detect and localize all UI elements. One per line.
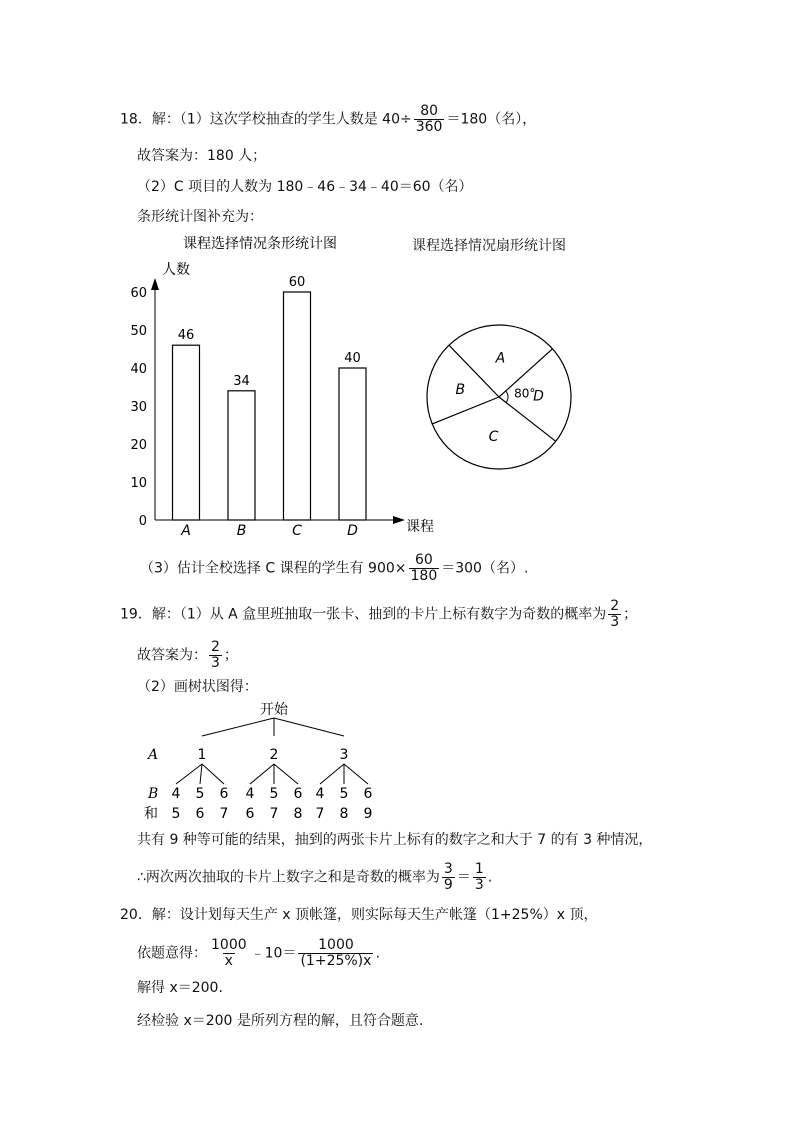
q19-concl-end: . <box>487 869 493 886</box>
tree-node-sum: 6 <box>195 806 205 822</box>
tree-node-b: 6 <box>219 786 229 802</box>
q19-part2: （2）画树状图得： <box>137 679 258 695</box>
q18-part2: （2）C 项目的人数为 180﹣46﹣34﹣40＝60（名） <box>137 179 473 195</box>
tree-node-a: 2 <box>269 747 279 763</box>
q19-concl-n1: 3 <box>443 861 453 877</box>
y-tick-label: 20 <box>130 438 147 453</box>
bar-chart <box>130 230 440 540</box>
q19-concl-n2: 1 <box>474 861 484 877</box>
tree-node-b: 5 <box>269 786 279 802</box>
pie-chart-title: 课程选择情况扇形统计图 <box>412 238 566 254</box>
x-tick-label: D <box>347 523 358 539</box>
tree-node-b: 6 <box>293 786 303 802</box>
q19-concl-frac2 <box>473 862 486 893</box>
q19-concl-frac1 <box>442 862 455 893</box>
y-tick-label: 10 <box>130 476 147 491</box>
q19-p1-num: 2 <box>610 598 620 614</box>
q20-frac1 <box>209 938 249 969</box>
tree-row-sum-label: 和 <box>144 806 158 822</box>
tree-node-sum: 9 <box>363 806 373 822</box>
y-tick-label: 40 <box>130 362 147 377</box>
tree-node-sum: 7 <box>219 806 229 822</box>
tree-node-b: 6 <box>363 786 373 802</box>
q20-check: 经检验 x＝200 是所列方程的解，且符合题意. <box>137 1013 424 1029</box>
q19-p1-fraction <box>608 599 621 630</box>
q20-frac2-den: (1+25%)x <box>300 953 372 969</box>
tree-diagram <box>130 698 390 826</box>
tree-node-sum: 8 <box>339 806 349 822</box>
q20-frac1-num: 1000 <box>211 937 247 953</box>
tree-start: 开始 <box>260 702 288 718</box>
q18-fill-text: 条形统计图补充为： <box>137 209 263 225</box>
y-tick-label: 0 <box>138 514 147 529</box>
bar-chart-x-label: 课程 <box>406 519 434 535</box>
tree-branch-b <box>344 764 368 784</box>
tree-branch-b <box>176 764 202 784</box>
q19-conclusion <box>137 862 492 893</box>
q18-p1-text: （1）这次学校抽查的学生人数是 40÷ <box>179 111 412 128</box>
q19-line1 <box>120 599 637 630</box>
x-tick-label: A <box>181 523 191 539</box>
q19-ans-end: ； <box>223 647 238 664</box>
q18-p3-text: （3）估计全校选择 C 课程的学生有 900× <box>140 560 407 577</box>
q18-p3-den: 180 <box>410 568 438 584</box>
bar-A <box>173 345 200 520</box>
q19-concl-eq: ＝ <box>456 869 471 886</box>
q20-eq-end: . <box>375 945 380 962</box>
q18-frac-den: 360 <box>415 119 443 135</box>
pie-slice-label-B: B <box>455 381 466 398</box>
q19-p1-text: （1）从 A 盒里班抽取一张卡、抽到的卡片上标有数字为奇数的概率为 <box>179 606 607 623</box>
tree-row-b-label: B <box>148 786 159 802</box>
q18-label: 18．解： <box>120 111 180 128</box>
tree-node-a: 3 <box>339 747 349 763</box>
q18-p3-num: 60 <box>414 552 433 568</box>
tree-row-a-label: A <box>148 747 159 763</box>
q19-ans-num: 2 <box>211 639 220 655</box>
q20-frac2 <box>298 938 373 969</box>
q18-p3-result: ＝300（名）. <box>441 560 529 577</box>
tree-branch-b <box>274 764 298 784</box>
x-tick-label: C <box>292 523 302 539</box>
tree-branch-1 <box>202 718 274 736</box>
q19-label: 19．解： <box>120 606 180 623</box>
bar-chart-title: 课程选择情况条形统计图 <box>183 236 337 252</box>
tree-node-b: 5 <box>339 786 349 802</box>
q19-answer <box>137 640 238 671</box>
q20-frac1-den: x <box>224 953 233 969</box>
pie-slice-label-A: A <box>495 350 506 367</box>
q19-result: 共有 9 种等可能的结果，抽到的两张卡片上标有的数字之和大于 7 的有 3 种情况， <box>137 832 653 848</box>
q19-concl-text: ∴两次两次抽取的卡片上数字之和是奇数的概率为 <box>137 869 440 886</box>
tree-node-sum: 6 <box>245 806 255 822</box>
tree-node-a: 1 <box>197 747 207 763</box>
pie-slice-label-C: C <box>488 429 499 446</box>
tree-branch-3 <box>274 718 344 736</box>
bar-value-label: 40 <box>344 351 361 366</box>
tree-node-b: 5 <box>195 786 205 802</box>
q18-answer: 故答案为：180 人； <box>137 148 267 164</box>
y-tick-label: 30 <box>130 400 147 415</box>
q19-p1-den: 3 <box>610 614 620 630</box>
tree-node-sum: 8 <box>293 806 303 822</box>
pie-slice-label-D: D <box>533 388 544 405</box>
q19-ans-text: 故答案为： <box>137 647 207 664</box>
bar-value-label: 60 <box>288 275 306 290</box>
x-axis-arrow <box>393 516 405 524</box>
bar-chart-y-label: 人数 <box>162 262 190 278</box>
q20-equation <box>137 938 380 969</box>
tree-node-sum: 5 <box>171 806 181 822</box>
x-tick-label: B <box>236 523 247 539</box>
tree-node-b: 4 <box>245 786 255 802</box>
q20-p1: 设计划每天生产 x 顶帐篷，则实际每天生产帐篷（1+25%）x 顶， <box>179 907 598 923</box>
q18-part3 <box>140 553 528 584</box>
pie-angle-label: 80° <box>514 386 536 401</box>
tree-branch-b <box>202 764 224 784</box>
q20-solve: 解得 x＝200. <box>137 980 223 996</box>
tree-branch-b <box>320 764 344 784</box>
q18-fraction <box>414 104 445 135</box>
tree-branch-b <box>250 764 274 784</box>
y-axis-arrow <box>151 278 159 290</box>
y-tick-label: 50 <box>130 324 147 339</box>
bar-B <box>228 391 255 520</box>
q20-eq-text: 依题意得： <box>137 945 207 962</box>
q18-p1-result: ＝180（名）， <box>446 111 537 128</box>
tree-node-sum: 7 <box>269 806 279 822</box>
q19-p1-end: ； <box>623 606 638 623</box>
tree-node-b: 4 <box>171 786 181 802</box>
y-tick-label: 60 <box>130 286 147 301</box>
q18-frac-num: 80 <box>420 103 439 119</box>
q18-p3-fraction <box>409 553 440 584</box>
q20-frac2-num: 1000 <box>318 937 354 953</box>
bar-value-label: 46 <box>177 328 195 344</box>
q19-ans-den: 3 <box>211 655 220 671</box>
q18-line1 <box>120 104 536 135</box>
q20-eq-mid: ﹣10＝ <box>250 945 297 962</box>
bar-C <box>284 292 311 520</box>
q20-label: 20．解： <box>120 907 180 923</box>
bar-D <box>339 368 366 520</box>
tree-node-sum: 7 <box>315 806 325 822</box>
q19-concl-d1: 9 <box>443 877 453 893</box>
pie-chart <box>420 318 578 476</box>
q19-concl-d2: 3 <box>474 877 484 893</box>
tree-node-b: 4 <box>315 786 325 802</box>
q20-line1 <box>120 905 598 925</box>
tree-branch-b <box>200 764 202 784</box>
bar-value-label: 34 <box>233 373 250 389</box>
q19-ans-fraction <box>209 640 222 671</box>
